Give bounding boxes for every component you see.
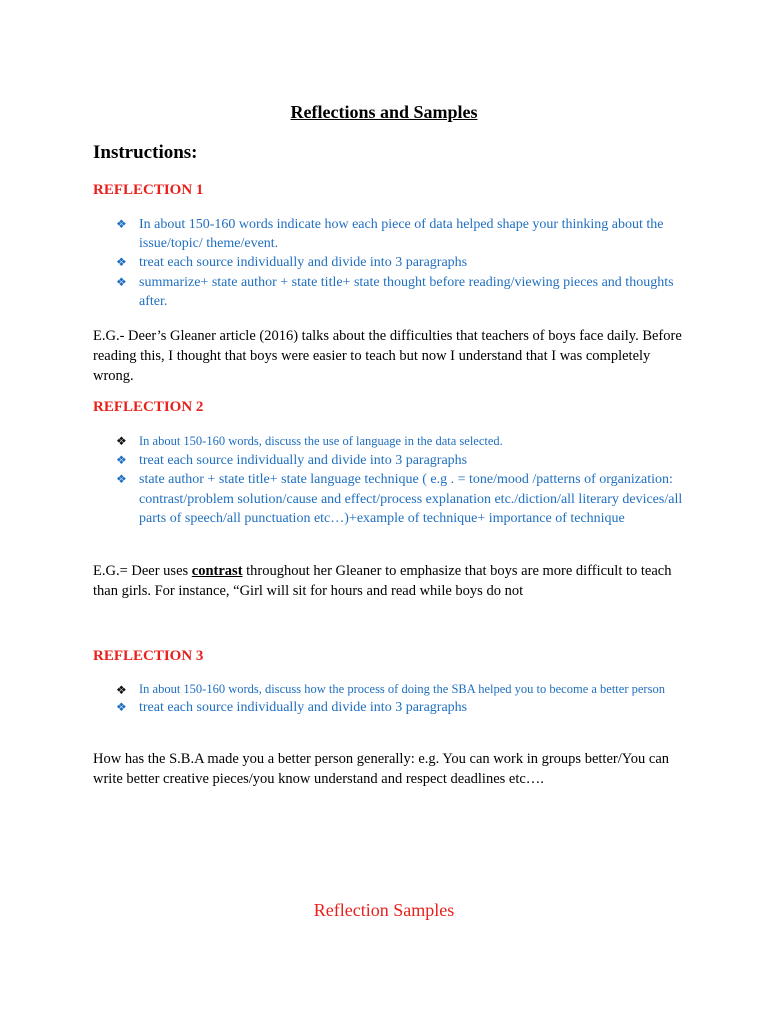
list-item [116,470,686,528]
bullet-text: In about 150-160 words indicate how each piece of data helped shape your thinking about the issue/topic/ theme/event. [139,217,664,252]
bullet-text: state author + state title+ state language technique ( e.g . = tone/mood /patterns of organization: contrast/problem solution/cause and effect/process explanation etc./diction/all literary devices/all parts of speech/all punctuation etc…)+example of technique+ importance of technique [139,472,683,526]
diamond-bullet-icon: ❖ [116,683,127,697]
bullet-text: summarize+ state author + state title+ state thought before reading/viewing pieces and thoughts after. [139,274,674,309]
bullet-text: In about 150-160 words, discuss how the process of doing the SBA helped you to become a better person [139,682,665,696]
reflection-3-heading: REFLECTION 3 [93,648,204,664]
list-item [116,681,686,698]
reflection-1-heading: REFLECTION 1 [93,182,204,198]
bullet-text: In about 150-160 words, discuss the use of language in the data selected. [139,434,503,448]
list-item [116,451,686,470]
list-item [116,215,686,253]
reflection-3-example: How has the S.B.A made you a better person generally: e.g. You can work in groups better/You can write better creative pieces/you know understand and respect deadlines etc…. [93,751,670,787]
instructions-label: Instructions: [93,142,198,163]
example-prefix: E.G.= Deer uses [93,563,192,579]
list-item [116,273,686,311]
bullet-text: treat each source individually and divide into 3 paragraphs [139,453,468,469]
bullet-text: treat each source individually and divide into 3 paragraphs [139,700,468,715]
list-item [116,432,686,451]
reflection-1-example: E.G.- Deer’s Gleaner article (2016) talks about the difficulties that teachers of boys face daily. Before reading this, I thought that boys were easier to teach but now I understand that I was completely wrong. [93,328,682,384]
diamond-bullet-icon: ❖ [116,700,127,714]
diamond-bullet-icon: ❖ [116,472,127,487]
diamond-bullet-icon: ❖ [116,274,127,289]
diamond-bullet-icon: ❖ [116,434,127,448]
reflection-2-example [93,562,683,602]
bullet-text: treat each source individually and divide into 3 paragraphs [139,255,468,271]
diamond-bullet-icon: ❖ [116,255,127,270]
example-bold-term: contrast [191,563,243,579]
diamond-bullet-icon: ❖ [116,453,127,468]
page-title: Reflections and Samples [290,102,478,122]
samples-heading: Reflection Samples [313,900,455,920]
list-item [116,253,686,272]
reflection-3-bullets [116,681,686,717]
reflection-2-bullets [116,432,686,528]
list-item [116,698,686,717]
reflection-2-heading: REFLECTION 2 [93,399,204,415]
example-suffix: throughout her Gleaner to emphasize that boys are more difficult to teach than girls. For instance, “Girl will sit for hours and read while boys do not [93,563,672,599]
reflection-1-bullets [116,215,686,311]
diamond-bullet-icon: ❖ [116,217,127,231]
